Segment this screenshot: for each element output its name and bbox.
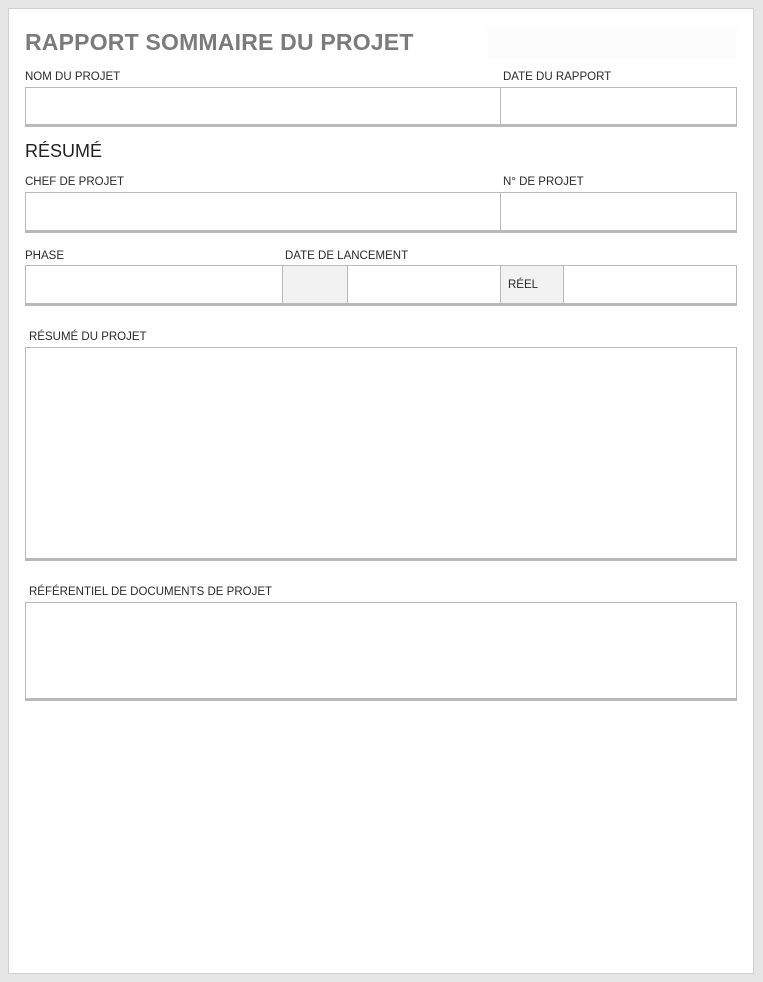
report-date-field[interactable] — [501, 88, 736, 124]
project-name-field[interactable] — [26, 88, 500, 124]
phase-row — [25, 265, 737, 306]
project-manager-row — [25, 192, 737, 233]
actual-label-cell — [501, 266, 563, 303]
actual-label: RÉEL — [508, 279, 539, 291]
document-title: RAPPORT SOMMAIRE DU PROJET — [25, 29, 414, 55]
project-summary-label: RÉSUMÉ DU PROJET — [29, 331, 147, 343]
launch-date-field[interactable] — [348, 266, 500, 303]
actual-date-field[interactable] — [564, 266, 736, 303]
project-summary-field[interactable] — [25, 347, 737, 561]
project-manager-label: CHEF DE PROJET — [25, 176, 125, 188]
logo-placeholder — [487, 27, 737, 59]
documents-repository-label: RÉFÉRENTIEL DE DOCUMENTS DE PROJET — [29, 586, 273, 598]
project-name-row — [25, 87, 737, 127]
project-number-field[interactable] — [501, 193, 736, 230]
summary-section-heading: RÉSUMÉ — [25, 141, 103, 161]
documents-repository-field[interactable] — [25, 602, 737, 701]
phase-field[interactable] — [26, 266, 282, 303]
launch-date-label: DATE DE LANCEMENT — [285, 250, 409, 262]
project-manager-field[interactable] — [26, 193, 500, 230]
phase-label: PHASE — [25, 250, 64, 262]
project-name-label: NOM DU PROJET — [25, 71, 121, 83]
launch-date-shaded-cell — [283, 266, 347, 303]
project-number-label: N° DE PROJET — [503, 176, 584, 188]
report-page — [8, 8, 754, 974]
report-date-label: DATE DU RAPPORT — [503, 71, 612, 83]
